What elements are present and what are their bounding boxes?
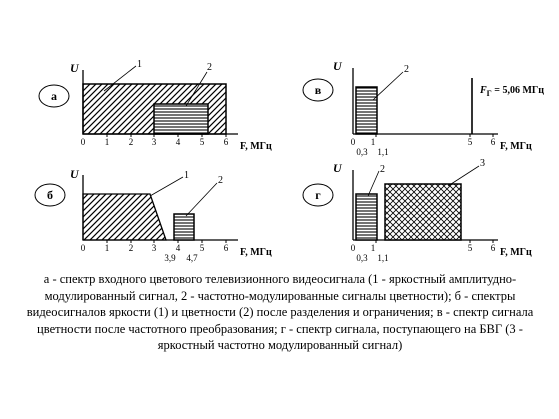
chroma-limited-spectrum xyxy=(174,214,194,240)
callout-1: 1 xyxy=(184,170,189,181)
tick-label: 0 xyxy=(80,243,86,253)
panel-g xyxy=(303,158,532,263)
tick-label: 0 xyxy=(350,243,356,253)
callout-line-2 xyxy=(186,183,217,216)
tick-label: 6 xyxy=(223,137,229,147)
tick-label: 6 xyxy=(490,243,496,253)
tick-label: 1 xyxy=(104,243,110,253)
y-axis-label: U xyxy=(333,161,342,175)
chroma-converted-spectrum xyxy=(356,194,377,240)
y-axis-label: U xyxy=(70,61,79,75)
tick-label: 5 xyxy=(199,243,205,253)
fg-prefix: F xyxy=(480,85,487,96)
tick-label: 6 xyxy=(223,243,229,253)
y-axis-label: U xyxy=(70,167,79,181)
panel-a xyxy=(39,59,272,152)
tick-label: 0 xyxy=(350,137,356,147)
tick-label: 0 xyxy=(80,137,86,147)
x-axis-label: F, МГц xyxy=(240,247,272,258)
panel-label: г xyxy=(315,188,321,202)
fg-sub: Г xyxy=(486,89,492,98)
panel-v xyxy=(303,59,544,157)
tick-label: 2 xyxy=(128,137,134,147)
tick-label: 5 xyxy=(467,137,473,147)
callout-line-1 xyxy=(150,177,183,196)
tick-label: 1 xyxy=(104,137,110,147)
tick-label: 0,3 xyxy=(356,147,368,157)
tick-label: 0,3 xyxy=(356,253,368,263)
luma-limited-spectrum xyxy=(83,194,166,240)
tick-label: 4,7 xyxy=(186,253,198,263)
tick-label: 1 xyxy=(370,243,376,253)
tick-label: 3 xyxy=(151,137,157,147)
figure-caption: а - спектр входного цветового телевизионного видеосигнала (1 - яркостный амплитудно-модулированный сигнал, 2 - частотно-модулированные сигналы цветности); б - спектры видеосигналов яркости (1) и цветности (2) после разделения и ограничения; в - спектр сигнала цветности после частотного преобразования; г - спектр сигнала, поступающего на БВГ (3 - яркостный частотно модулированный сигнал) xyxy=(26,272,534,352)
tick-label: 5 xyxy=(467,243,473,253)
callout-2: 2 xyxy=(404,64,409,75)
callout-2: 2 xyxy=(218,175,223,186)
x-axis-label: F, МГц xyxy=(240,141,272,152)
callout-line-2 xyxy=(368,171,379,196)
x-axis-label: F, МГц xyxy=(500,247,532,258)
tick-label: 4 xyxy=(175,137,181,147)
callout-2: 2 xyxy=(207,62,212,73)
tick-label: 3,9 xyxy=(164,253,176,263)
tick-label: 6 xyxy=(490,137,496,147)
tick-label: 5 xyxy=(199,137,205,147)
callout-line-2 xyxy=(373,72,403,100)
panel-label: в xyxy=(314,83,322,97)
tick-label: 4 xyxy=(175,243,181,253)
tick-label: 1,1 xyxy=(377,147,389,157)
tick-label: 1,1 xyxy=(377,253,389,263)
tick-label: 2 xyxy=(128,243,134,253)
fg-value: = 5,06 МГц xyxy=(491,85,545,96)
chroma-converted-spectrum xyxy=(356,87,377,134)
callout-line-3 xyxy=(448,166,479,186)
y-axis-label: U xyxy=(333,59,342,73)
panel-label: б xyxy=(47,188,53,202)
tick-label: 3 xyxy=(151,243,157,253)
tick-label: 1 xyxy=(370,137,376,147)
heterodyne-label xyxy=(479,85,544,98)
chroma-fm-spectrum xyxy=(154,104,208,134)
panel-label: а xyxy=(51,89,57,103)
luma-fm-spectrum xyxy=(385,184,461,240)
callout-1: 1 xyxy=(137,59,142,70)
panel-b xyxy=(35,167,272,263)
callout-2: 2 xyxy=(380,164,385,175)
x-axis-label: F, МГц xyxy=(500,141,532,152)
callout-3: 3 xyxy=(480,158,485,169)
